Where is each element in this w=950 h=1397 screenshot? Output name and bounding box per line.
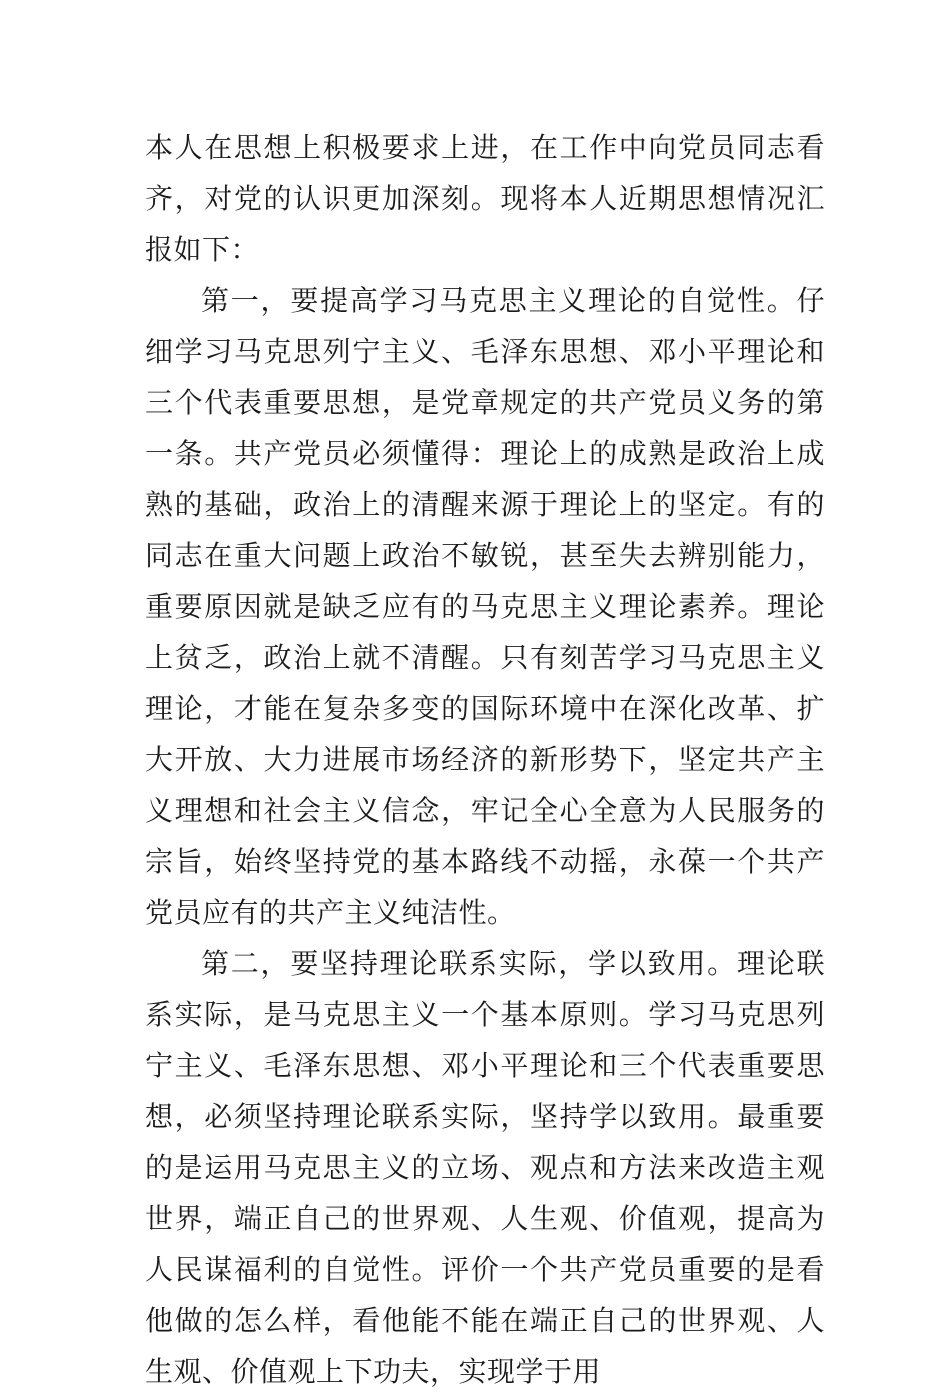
document-body — [145, 122, 825, 1397]
paragraph-first-point: 第一，要提高学习马克思主义理论的自觉性。仔细学习马克思列宁主义、毛泽东思想、邓小平理论和三个代表重要思想，是党章规定的共产党员义务的第一条。共产党员必须懂得：理论上的成熟是政治上成熟的基础，政治上的清醒来源于理论上的坚定。有的同志在重大问题上政治不敏锐，甚至失去辨别能力，重要原因就是缺乏应有的马克思主义理论素养。理论上贫乏，政治上就不清醒。只有刻苦学习马克思主义理论，才能在复杂多变的国际环境中在深化改革、扩大开放、大力进展市场经济的新形势下，坚定共产主义理想和社会主义信念，牢记全心全意为人民服务的宗旨，始终坚持党的基本路线不动摇，永葆一个共产党员应有的共产主义纯洁性。 — [145, 284, 825, 929]
paragraph-second-point: 第二，要坚持理论联系实际，学以致用。理论联系实际，是马克思主义一个基本原则。学习马克思列宁主义、毛泽东思想、邓小平理论和三个代表重要思想，必须坚持理论联系实际，坚持学以致用。最重要的是运用马克思主义的立场、观点和方法来改造主观世界，端正自己的世界观、人生观、价值观，提高为人民谋福利的自觉性。评价一个共产党员重要的是看他做的怎么样，看他能不能在端正自己的世界观、人生观、价值观上下功夫，实现学于用 — [145, 947, 825, 1388]
paragraph-intro: 本人在思想上积极要求上进，在工作中向党员同志看齐，对党的认识更加深刻。现将本人近期思想情况汇报如下： — [145, 131, 825, 266]
